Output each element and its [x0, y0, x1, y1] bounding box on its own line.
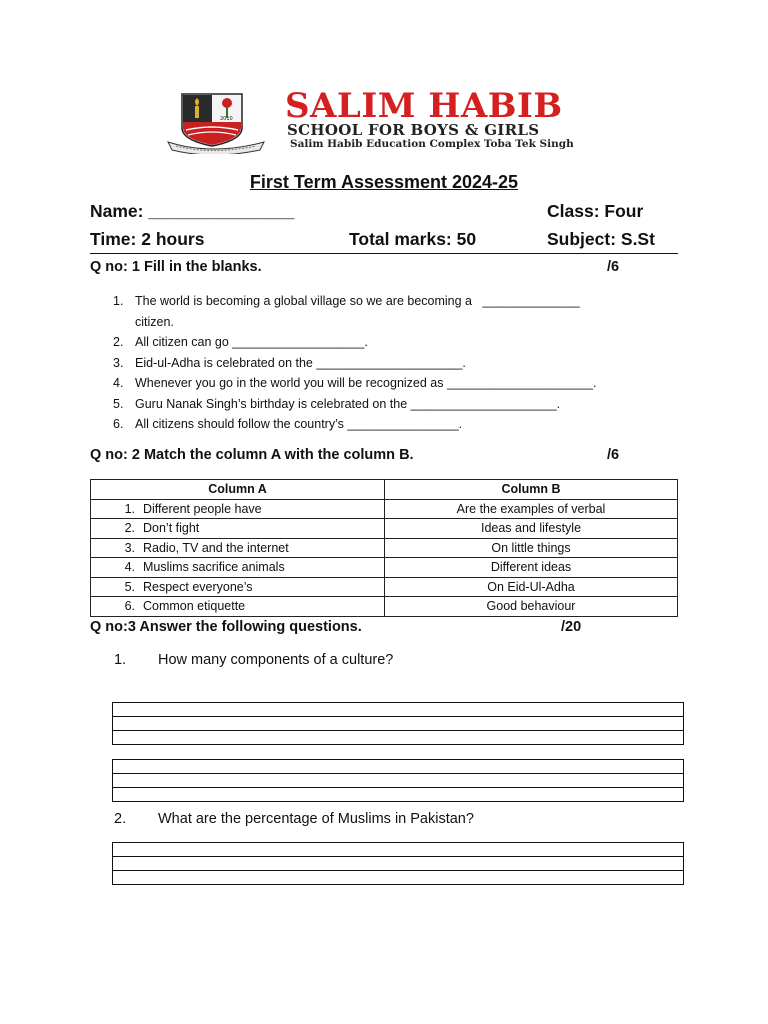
table-row: 5. Respect everyone’s On Eid-Ul-Adha — [91, 577, 678, 597]
list-item: 5. Guru Nanak Singh’s birthday is celebrated on the _____________________. — [113, 396, 561, 411]
table-row: 4. Muslims sacrifice animals Different ideas — [91, 558, 678, 578]
column-b-header: Column B — [385, 480, 678, 500]
question-1-number: 1. — [114, 652, 127, 668]
fill-blanks-list — [113, 291, 673, 435]
list-item: 2. All citizen can go ___________________. — [113, 335, 368, 349]
svg-text:2010: 2010 — [220, 116, 233, 122]
total-marks-label: Total marks: 50 — [349, 229, 477, 249]
question-1-text: How many components of a culture? — [158, 652, 394, 668]
match-table — [90, 479, 678, 617]
column-a-header: Column A — [91, 480, 385, 500]
name-field: Name: _______________ — [90, 201, 295, 221]
q3-marks: /20 — [561, 619, 582, 635]
list-item: 6. All citizens should follow the country’s ________________. — [113, 417, 463, 431]
list-item: 1. The world is becoming a global village so we are becoming a ______________ citizen. — [113, 294, 580, 329]
question-2-text: What are the percentage of Muslims in Pakistan? — [158, 811, 474, 827]
answer-lines-box[interactable] — [112, 842, 684, 885]
list-item: 3. Eid-ul-Adha is celebrated on the _____________________. — [113, 355, 466, 370]
question-2-number: 2. — [114, 811, 127, 827]
table-row: 2. Don’t fight Ideas and lifestyle — [91, 519, 678, 539]
table-row: 3. Radio, TV and the internet On little things — [91, 538, 678, 558]
q2-marks: /6 — [607, 447, 620, 463]
page-title: First Term Assessment 2024-25 — [249, 172, 519, 192]
q1-marks: /6 — [607, 259, 620, 275]
q3-heading: Q no:3 Answer the following questions. — [90, 619, 362, 635]
answer-lines-box[interactable] — [112, 759, 684, 802]
table-row: 6. Common etiquette Good behaviour — [91, 597, 678, 617]
school-name: SALIM HABIB — [285, 86, 563, 126]
school-logo — [166, 92, 266, 154]
school-address: Salim Habib Education Complex Toba Tek Singh — [290, 138, 574, 150]
school-subtitle: SCHOOL FOR BOYS & GIRLS — [287, 121, 540, 139]
answer-lines-box[interactable] — [112, 702, 684, 745]
list-item: 4. Whenever you go in the world you will be recognized as _____________________. — [113, 376, 597, 390]
q2-heading: Q no: 2 Match the column A with the column B. — [90, 447, 414, 463]
subject-label: Subject: S.St — [547, 229, 655, 249]
class-label: Class: Four — [547, 201, 644, 221]
q1-heading: Q no: 1 Fill in the blanks. — [90, 259, 262, 275]
time-label: Time: 2 hours — [90, 229, 205, 249]
header-divider — [90, 253, 678, 254]
table-header-row — [91, 480, 678, 500]
table-row: 1. Different people have Are the examples of verbal — [91, 499, 678, 519]
